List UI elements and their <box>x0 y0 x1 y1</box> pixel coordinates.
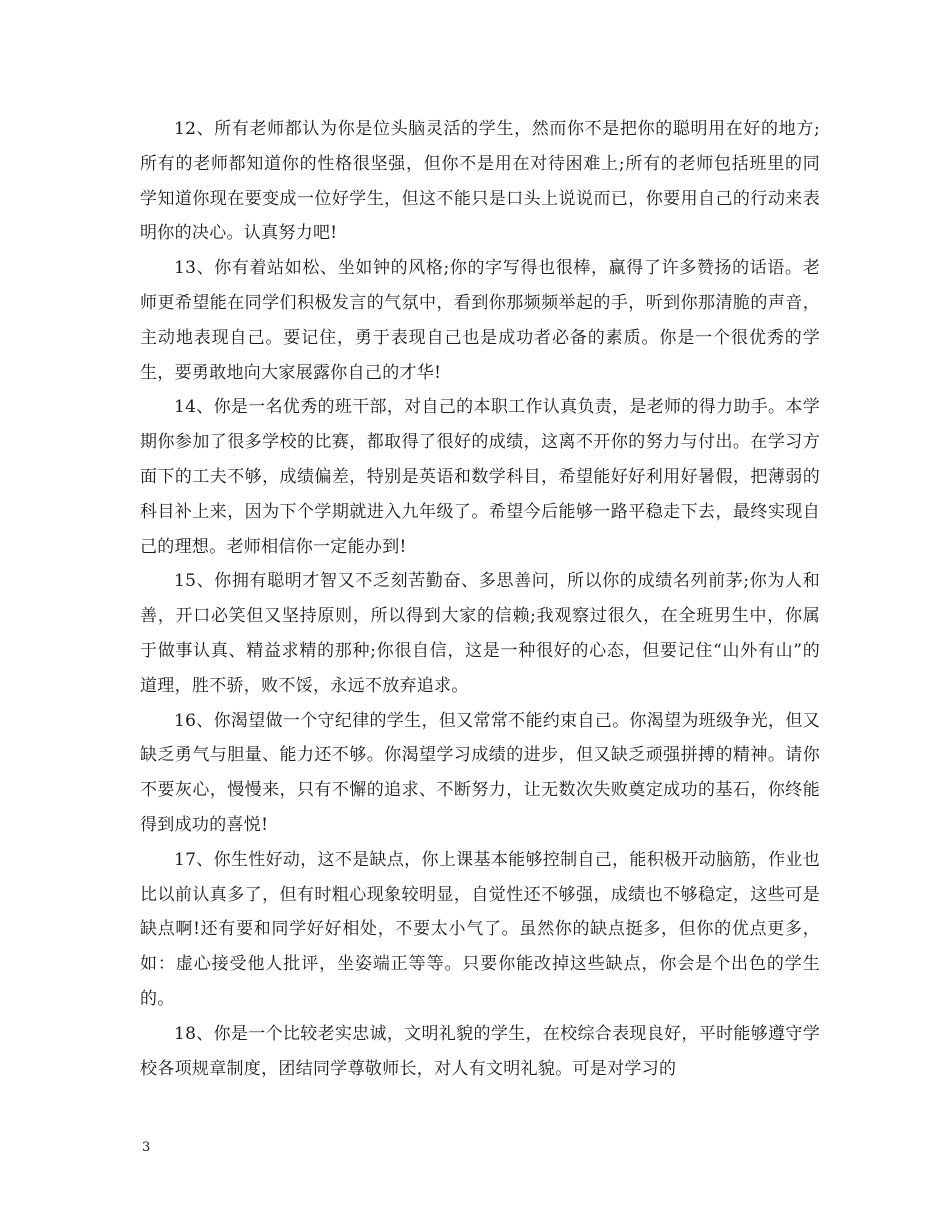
paragraph-18: 18、你是一个比较老实忠诚，文明礼貌的学生，在校综合表现良好，平时能够遵守学校各项规章制度，团结同学尊敬师长，对人有文明礼貌。可是对学习的 <box>140 1023 820 1079</box>
paragraph-12: 12、所有老师都认为你是位头脑灵活的学生，然而你不是把你的聪明用在好的地方;所有的老师都知道你的性格很坚强，但你不是用在对待困难上;所有的老师包括班里的同学知道你现在要变成一位好学生，但这不能只是口头上说说而已，你要用自己的行动来表明你的决心。认真努力吧! <box>140 119 820 244</box>
page-number: 3 <box>142 1140 151 1155</box>
paragraph-17: 17、你生性好动，这不是缺点，你上课基本能够控制自己，能积极开动脑筋，作业也比以前认真多了，但有时粗心现象较明显，自觉性还不够强，成绩也不够稳定，这些可是缺点啊!还有要和同学好好相处，不要太小气了。虽然你的缺点挺多，但你的优点更多，如：虚心接受他人批评，坐姿端正等等。只要你能改掉这些缺点，你会是个出色的学生的。 <box>140 849 820 1009</box>
paragraph-15: 15、你拥有聪明才智又不乏刻苦勤奋、多思善问，所以你的成绩名列前茅;你为人和善，开口必笑但又坚持原则，所以得到大家的信赖;我观察过很久，在全班男生中，你属于做事认真、精益求精的那种;你很自信，这是一种很好的心态，但要记住“山外有山”的道理，胜不骄，败不馁，永远不放弃追求。 <box>140 571 820 696</box>
document-body <box>140 112 820 1086</box>
paragraph-13: 13、你有着站如松、坐如钟的风格;你的字写得也很棒，赢得了许多赞扬的话语。老师更希望能在同学们积极发言的气氛中，看到你那频频举起的手，听到你那清脆的声音，主动地表现自己。要记住，勇于表现自己也是成功者必备的素质。你是一个很优秀的学生，要勇敢地向大家展露你自己的才华! <box>140 258 820 383</box>
paragraph-14: 14、你是一名优秀的班干部，对自己的本职工作认真负责，是老师的得力助手。本学期你参加了很多学校的比赛，都取得了很好的成绩，这离不开你的努力与付出。在学习方面下的工夫不够，成绩偏差，特别是英语和数学科目，希望能好好利用好暑假，把薄弱的科目补上来，因为下个学期就进入九年级了。希望今后能够一路平稳走下去，最终实现自己的理想。老师相信你一定能办到! <box>140 397 820 557</box>
paragraph-16: 16、你渴望做一个守纪律的学生，但又常常不能约束自己。你渴望为班级争光，但又缺乏勇气与胆量、能力还不够。你渴望学习成绩的进步，但又缺乏顽强拼搏的精神。请你不要灰心，慢慢来，只有不懈的追求、不断努力，让无数次失败奠定成功的基石，你终能得到成功的喜悦! <box>140 710 820 835</box>
